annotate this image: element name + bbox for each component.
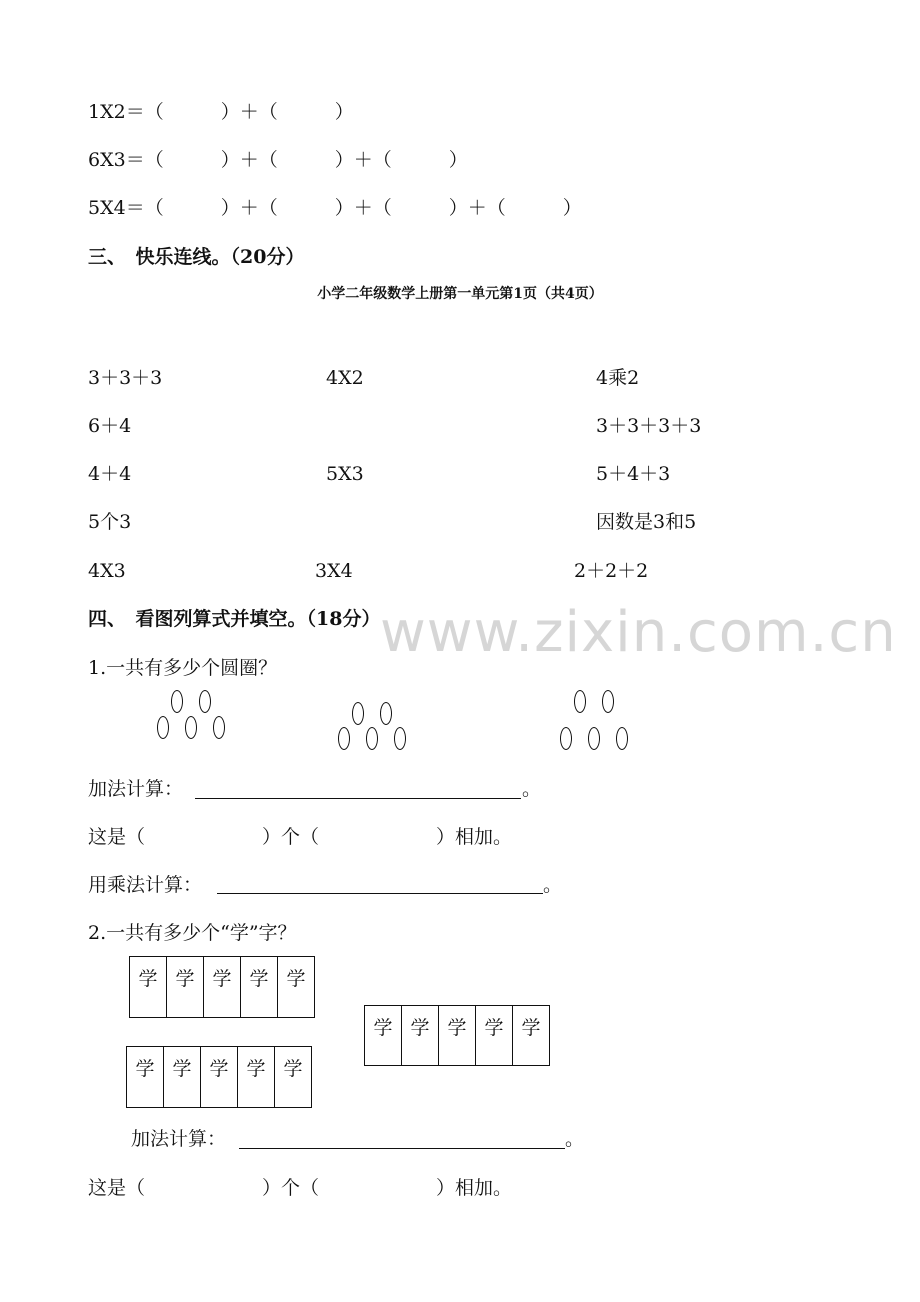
grid-cell: 学 bbox=[278, 957, 315, 1017]
q1-these-left: 这是（ bbox=[88, 826, 146, 848]
q1-these-right: ）相加。 bbox=[436, 826, 513, 848]
grid-cell: 学 bbox=[513, 1006, 550, 1065]
grid-cell: 学 bbox=[365, 1006, 402, 1065]
match-left-4: 5个3 bbox=[88, 511, 132, 533]
match-middle-5: 3X4 bbox=[315, 560, 353, 582]
q2-add-end: 。 bbox=[565, 1128, 585, 1150]
circle bbox=[588, 727, 600, 750]
match-right-5: 2＋2＋2 bbox=[574, 560, 649, 582]
char-grid-1 bbox=[129, 956, 315, 1018]
grid-cell: 学 bbox=[476, 1006, 513, 1065]
q2-add-label: 加法计算： bbox=[131, 1128, 227, 1150]
q2-these-left: 这是（ bbox=[88, 1177, 146, 1199]
section-3-title: 三、 快乐连线。（20分） bbox=[88, 246, 305, 268]
q2-these-mid: ）个（ bbox=[262, 1177, 320, 1199]
grid-cell: 学 bbox=[241, 957, 278, 1017]
q1-question: 1.一共有多少个圆圈？ bbox=[88, 657, 278, 679]
match-left-1: 3＋3＋3 bbox=[88, 367, 163, 389]
circle bbox=[338, 727, 350, 750]
watermark: www.zixin.com.cn bbox=[380, 600, 897, 665]
char-grid-2 bbox=[364, 1005, 550, 1066]
grid-cell: 学 bbox=[275, 1047, 312, 1107]
equation-line-3: 5X4＝（ ）＋（ ）＋（ ）＋（ ） bbox=[88, 197, 582, 219]
grid-cell: 学 bbox=[130, 957, 167, 1017]
equation-line-1: 1X2＝（ ）＋（ ） bbox=[88, 101, 354, 123]
circle bbox=[560, 727, 572, 750]
grid-cell: 学 bbox=[238, 1047, 275, 1107]
match-right-4: 因数是3和5 bbox=[596, 511, 697, 533]
match-right-1: 4乘2 bbox=[596, 367, 640, 389]
match-right-2: 3＋3＋3＋3 bbox=[596, 415, 702, 437]
q2-question: 2.一共有多少个“学”字？ bbox=[88, 922, 297, 944]
circle bbox=[213, 716, 225, 739]
circle bbox=[157, 716, 169, 739]
circle bbox=[199, 690, 211, 713]
q1-add-answer-line[interactable] bbox=[195, 798, 521, 799]
q1-mul-answer-line[interactable] bbox=[217, 893, 543, 894]
circle bbox=[394, 727, 406, 750]
circle bbox=[602, 690, 614, 713]
grid-cell: 学 bbox=[167, 957, 204, 1017]
section-4-title: 四、 看图列算式并填空。（18分） bbox=[88, 608, 381, 630]
match-left-5: 4X3 bbox=[88, 560, 126, 582]
page-footer: 小学二年级数学上册第一单元第1页（共4页） bbox=[317, 286, 603, 302]
grid-cell: 学 bbox=[164, 1047, 201, 1107]
char-grid-3 bbox=[126, 1046, 312, 1108]
circle bbox=[185, 716, 197, 739]
equation-line-2: 6X3＝（ ）＋（ ）＋（ ） bbox=[88, 149, 468, 171]
match-right-3: 5＋4＋3 bbox=[596, 463, 671, 485]
match-middle-3: 5X3 bbox=[326, 463, 364, 485]
q1-add-end: 。 bbox=[522, 778, 542, 800]
circle bbox=[171, 690, 183, 713]
grid-cell: 学 bbox=[204, 957, 241, 1017]
q1-mul-label: 用乘法计算： bbox=[88, 874, 203, 896]
grid-cell: 学 bbox=[439, 1006, 476, 1065]
grid-cell: 学 bbox=[201, 1047, 238, 1107]
grid-cell: 学 bbox=[402, 1006, 439, 1065]
circle bbox=[380, 702, 392, 725]
q1-add-label: 加法计算： bbox=[88, 778, 184, 800]
grid-cell: 学 bbox=[127, 1047, 164, 1107]
match-left-3: 4＋4 bbox=[88, 463, 132, 485]
q1-these-mid: ）个（ bbox=[262, 826, 320, 848]
q2-add-answer-line[interactable] bbox=[239, 1148, 565, 1149]
match-middle-1: 4X2 bbox=[326, 367, 364, 389]
circle bbox=[574, 690, 586, 713]
q2-these-right: ）相加。 bbox=[436, 1177, 513, 1199]
q1-mul-end: 。 bbox=[543, 874, 563, 896]
match-left-2: 6＋4 bbox=[88, 415, 132, 437]
circle bbox=[616, 727, 628, 750]
circle bbox=[352, 702, 364, 725]
circle bbox=[366, 727, 378, 750]
